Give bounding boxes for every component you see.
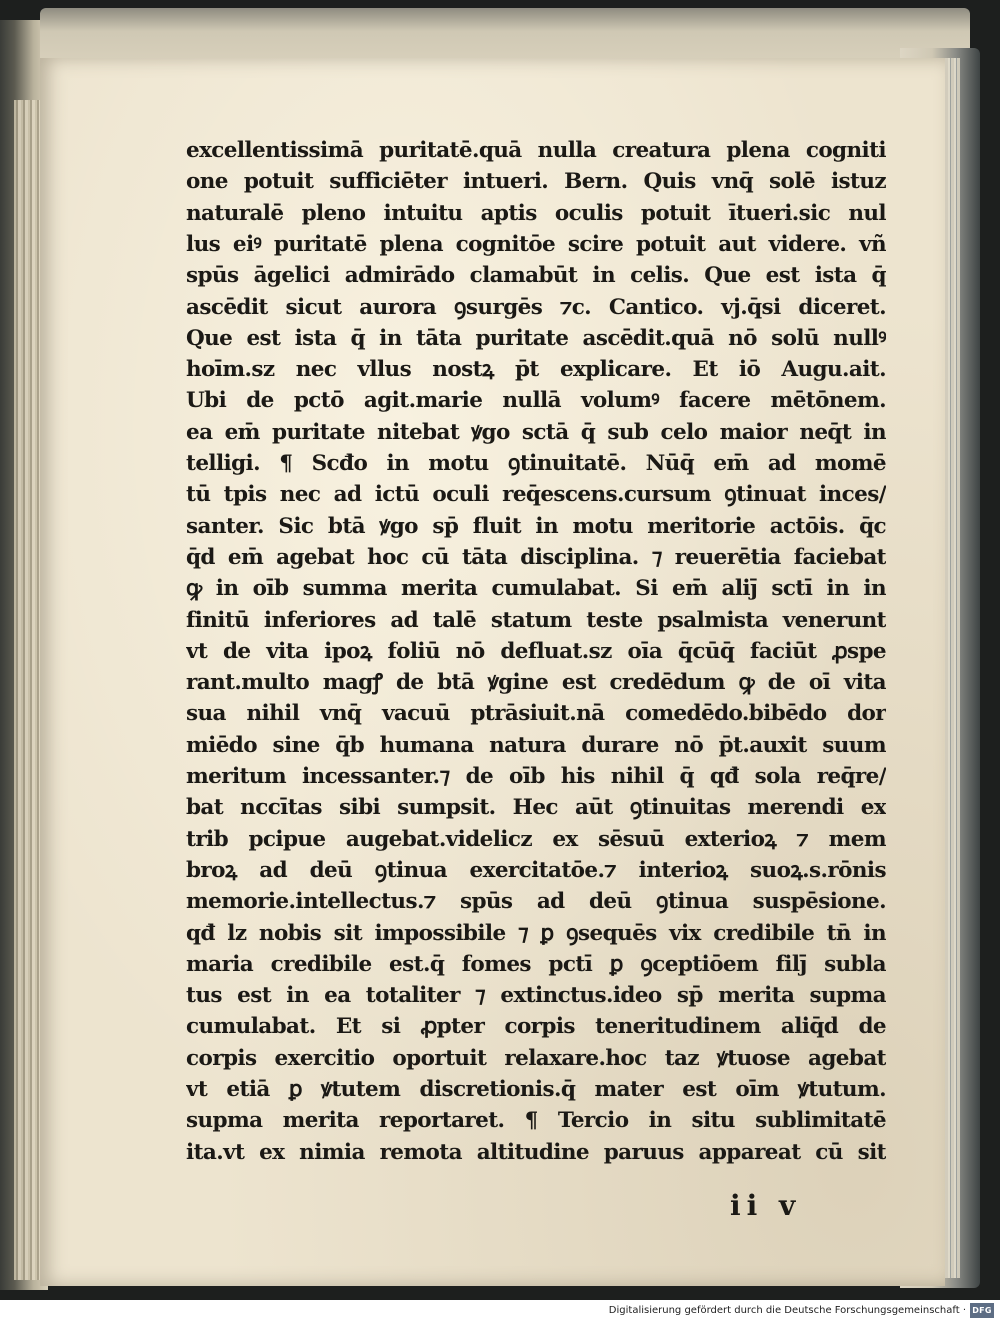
text-line: ꝙ in oīb summa merita cumulabat. Si em̄ aliȷ̄ sctī in in xyxy=(186,576,886,602)
text-line: santer. Sic btā ꝟgo sp̄ fluit in motu meritorie actōis. q̄c xyxy=(186,513,886,539)
text-line: supma merita reportaret. ¶ Tercio in situ sublimitatē xyxy=(186,1108,886,1134)
text-line: memorie.intellectus.⁊ spūs ad deū ꝯtinua suspēsione. xyxy=(186,889,886,915)
footer-bar xyxy=(0,1300,1000,1322)
dfg-logo: DFG xyxy=(970,1303,994,1318)
text-line: naturalē pleno intuitu aptis oculis potuit ītueri.sic nul xyxy=(186,200,886,226)
text-line: tū tpis nec ad ictū oculi req̄escens.cursum ꝯtinuat inces/ xyxy=(186,482,886,508)
text-line: broꝝ ad deū ꝯtinua exercitatōe.⁊ interioꝝ suoꝝ.s.rōnis xyxy=(186,857,886,883)
text-line: Que est ista q̄ in tāta puritate ascēdit.quā nō solū nullꝰ xyxy=(186,325,886,351)
text-line: finitū inferiores ad talē statum teste psalmista venerunt xyxy=(186,607,886,633)
book-page xyxy=(40,58,945,1286)
text-line: maria credibile est.q̄ fomes pctī ꝑ ꝯceptiōem filȷ̄ subla xyxy=(186,951,886,977)
footer-credit: Digitalisierung gefördert durch die Deutsche Forschungsgemeinschaft · xyxy=(608,1305,966,1316)
text-line: excellentissimā puritatē.quā nulla creatura plena cogniti xyxy=(186,138,886,163)
text-line: tus est in ea totaliter ⁊ extinctus.ideo sp̄ merita supma xyxy=(186,983,886,1009)
text-line: vt etiā ꝑ ꝟtutem discretionis.q̄ mater est oīm ꝟtutum. xyxy=(186,1077,886,1102)
signature-mark: ii v xyxy=(730,1189,802,1222)
text-line: spūs āgelici admirādo clamabūt in celis. Que est ista q̄ xyxy=(186,263,886,289)
text-line: sua nihil vnq̄ vacuū ptrāsiuit.nā comedēdo.bibēdo dor xyxy=(186,701,886,727)
text-line: rant.multo magꝭ de btā ꝟgine est credēdum ꝙ de oī vita xyxy=(186,670,886,696)
text-line: ita.vt ex nimia remota altitudine paruus appareat cū sit xyxy=(186,1139,886,1165)
text-line: miēdo sine q̄b humana natura durare nō p̄t.auxit suum xyxy=(186,732,886,758)
text-line: cumulabat. Et si ꝓpter corpis teneritudinem aliq̄d de xyxy=(186,1014,886,1040)
text-line: vt de vita ipoꝝ foliū nō defluat.sz oīa q̄cūq̄ faciūt ꝓspe xyxy=(186,638,886,664)
text-line: trib pcipue augebat.videlicz ex sēsuū exterioꝝ ⁊ mem xyxy=(186,826,886,852)
text-line: telligi. ¶ Scđo in motu ꝯtinuitatē. Nūq̄ em̄ ad momē xyxy=(186,451,886,476)
text-line: lus eiꝰ puritatē plena cognitōe scire potuit aut videre. vñ xyxy=(186,231,886,257)
text-line: meritum incessanter.⁊ de oīb his nihil q̄ qđ sola req̄re/ xyxy=(186,764,886,789)
text-block xyxy=(186,134,886,1194)
text-line: ascēdit sicut aurora ꝯsurgēs ⁊c. Cantico. vj.q̄si diceret. xyxy=(186,294,886,320)
text-line: qđ lz nobis sit impossibile ⁊ ꝑ ꝯsequēs vix credibile tn̄ in xyxy=(186,920,886,946)
text-line: Ubi de pctō agit.marie nullā volumꝰ facere mētōnem. xyxy=(186,388,886,414)
text-line: bat nccītas sibi sumpsit. Hec aūt ꝯtinuitas merendi ex xyxy=(186,795,886,821)
text-line: ea em̄ puritate nitebat ꝟgo sctā q̄ sub celo maior neq̄t in xyxy=(186,419,886,445)
text-line: hoīm.sz nec vllus nostꝝ p̄t explicare. Et iō Augu.ait. xyxy=(186,357,886,383)
text-line: one potuit sufficiēter intueri. Bern. Quis vnq̄ solē istuz xyxy=(186,169,886,195)
text-line: corpis exercitio oportuit relaxare.hoc taz ꝟtuose agebat xyxy=(186,1045,886,1071)
text-line: q̄d em̄ agebat hoc cū tāta disciplina. ⁊ reuerētia faciebat xyxy=(186,544,886,570)
